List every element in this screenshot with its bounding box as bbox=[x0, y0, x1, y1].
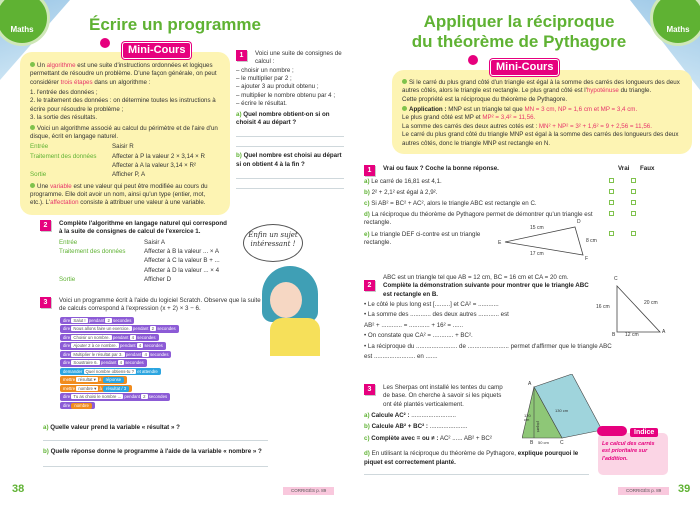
vrai-checkbox[interactable] bbox=[609, 200, 614, 205]
algo-row bbox=[59, 239, 230, 248]
qa: Quel nombre obtient-on si on choisit 4 au départ ? bbox=[236, 110, 330, 126]
step: – multiplier le nombre obtenu par 4 ; bbox=[236, 91, 336, 99]
p1-pre: Si le carré du plus grand côté d'un triangle est égal à la somme des carrés des longueurs des deux autres côtés, alors le triangle est rectangle. Le plus grand côté est l' bbox=[402, 79, 680, 95]
vrai: Vrai bbox=[618, 165, 630, 172]
qc-t: AC² ...... AB² + BC² bbox=[438, 434, 492, 442]
text: Le calcul des carrés est prioritaire sur l'addition. bbox=[602, 441, 655, 462]
indice-box bbox=[598, 429, 668, 475]
algo-value: Affecter à B la valeur ... × A bbox=[144, 248, 220, 256]
mini-cours-box bbox=[20, 52, 230, 215]
title2: du théorème de Pythagore bbox=[411, 31, 627, 51]
statement: c) Si AB² = BC² + AC², alors le triangle ABC est rectangle en C. bbox=[364, 200, 537, 207]
algo-row bbox=[59, 267, 230, 276]
exercise-number: 1 bbox=[236, 50, 247, 61]
step: 1. l'entrée des données ; bbox=[30, 89, 98, 97]
page-number: 39 bbox=[678, 483, 691, 495]
demo-line: • Le côté le plus long est [.........] et CA² = ............ bbox=[364, 301, 499, 309]
true-false-row bbox=[364, 178, 684, 187]
algo-label: Entrée bbox=[59, 238, 78, 246]
algo-row bbox=[30, 171, 220, 180]
num: 3 bbox=[364, 384, 375, 395]
algo-value: Affecter à A la valeur 3,14 × R² bbox=[112, 161, 196, 169]
q: Complète l'algorithme en langage naturel qui correspond à la suite de consignes de calcul de l'exercice 1. bbox=[59, 220, 227, 236]
block-text: Nous allons faire un exercice. bbox=[73, 326, 130, 332]
item-letter: e) bbox=[364, 231, 370, 238]
block-seconds: 2 bbox=[151, 326, 155, 332]
qd-b: explique pourquoi le piquet est correctement planté. bbox=[364, 450, 579, 466]
app2-kw: MP² = 3,4² = 11,56. bbox=[482, 114, 536, 122]
app4: Le carré du plus grand côté du triangle MNP est égal à la somme des carrés des longueurs des deux autres côtés, donc le triangle MNP est rectangle en N. bbox=[402, 131, 679, 147]
scratch-program bbox=[60, 317, 262, 410]
ca: 20 cm bbox=[644, 300, 658, 306]
app1: MNP est un triangle tel que bbox=[446, 106, 525, 114]
algo-row bbox=[59, 257, 230, 266]
demo-line: • On constate que CA² = ............ + BC². bbox=[364, 332, 473, 340]
qa-l: a) bbox=[236, 110, 242, 118]
mini-cours-box bbox=[392, 70, 692, 154]
block-text: Multiplier le résultat par 3. bbox=[73, 351, 123, 357]
maths-badge bbox=[650, 0, 700, 46]
block-seconds: 2 bbox=[143, 394, 146, 400]
C: C bbox=[560, 440, 564, 446]
badge-label: Maths bbox=[10, 25, 34, 34]
demo-line: • La somme des ............ des deux autres ............ est bbox=[364, 311, 509, 319]
vrai-checkbox[interactable] bbox=[609, 189, 614, 194]
faux-checkbox[interactable] bbox=[631, 178, 636, 183]
statement: a) Le carré de 16,81 est 4,1. bbox=[364, 178, 442, 185]
p1-pre: Un bbox=[37, 62, 47, 69]
faux: Faux bbox=[640, 165, 655, 172]
app3-kw: MN² + NP² = 3² + 1,6² = 9 + 2,56 = 11,56. bbox=[538, 122, 652, 130]
intro: Voici une suite de consignes de calcul : bbox=[255, 50, 342, 66]
vrai-checkbox[interactable] bbox=[609, 178, 614, 183]
corriges-link[interactable]: CORRIGÉS p. 89 bbox=[618, 487, 669, 495]
girl-body bbox=[270, 318, 320, 356]
speech-bubble bbox=[243, 224, 303, 262]
algo-label: Sortie bbox=[59, 276, 76, 284]
p1-mid: est une suite d'instructions ordonnées et logiques permettant de résoudre un problème. D'une façon générale, on peut considérer bbox=[30, 62, 217, 86]
girl-face bbox=[270, 282, 302, 318]
item-letter: a) bbox=[364, 178, 370, 185]
p3-kw: variable bbox=[50, 182, 72, 190]
block-text: Ajouter 2 à ce nombre. bbox=[73, 343, 117, 349]
step: 3. la sortie des résultats. bbox=[30, 114, 98, 122]
item-letter: b) bbox=[364, 189, 370, 196]
num: 2 bbox=[40, 220, 51, 231]
qa: Calcule AC² : bbox=[371, 412, 410, 420]
algo-label bbox=[59, 257, 144, 266]
block-text: Salut ! bbox=[73, 317, 86, 323]
algo-value: Affecter à P la valeur 2 × 3,14 × R bbox=[112, 152, 205, 160]
p1-kw2: trois étapes bbox=[60, 78, 93, 86]
qd-l: d) bbox=[364, 450, 370, 458]
step: – écrire le résultat. bbox=[236, 100, 287, 108]
right-page bbox=[350, 0, 700, 507]
page-title bbox=[395, 12, 643, 51]
algo-label: Traitement des données bbox=[59, 248, 126, 256]
qb-l: b) bbox=[364, 423, 370, 431]
algo-value: Saisir R bbox=[112, 143, 134, 151]
scratch-set-block: mettre nombre ▾ à résultat / 3 bbox=[60, 385, 132, 393]
q: Complète la démonstration suivante pour montrer que le triangle ABC est rectangle en B. bbox=[383, 282, 589, 298]
ab: 12 cm bbox=[625, 332, 639, 338]
p1-kw: algorithme bbox=[46, 62, 76, 69]
title1: Appliquer la réciproque bbox=[423, 12, 615, 31]
algo-row bbox=[59, 248, 230, 257]
block-text: Choisir un nombre. bbox=[73, 334, 110, 340]
faux-checkbox[interactable] bbox=[631, 200, 636, 205]
scratch-say-block: dire Tu as choisi le nombre ... pendant 2 secondes bbox=[60, 393, 170, 401]
vrai-checkbox[interactable] bbox=[609, 231, 614, 236]
demo-line: est ........................ en ....... bbox=[364, 352, 438, 360]
block-seconds: 4 bbox=[138, 343, 142, 349]
C: C bbox=[614, 276, 618, 282]
qc-l: c) bbox=[364, 434, 370, 442]
q: Voici un programme écrit à l'aide du logiciel Scratch. Observe que la suite de calculs correspond à l'expression (x + 2) × 3 − 6. bbox=[59, 297, 261, 313]
bc: 16 cm bbox=[596, 304, 610, 310]
statement: b) 2² + 2,1² est égal à 2,9². bbox=[364, 189, 438, 196]
algo-label bbox=[30, 162, 112, 171]
algo-label: Entrée bbox=[30, 143, 49, 151]
qb: Quel nombre est choisi au départ si on obtient 4 à la fin ? bbox=[236, 152, 342, 168]
algo-label bbox=[59, 267, 144, 276]
qb-l: b) bbox=[43, 448, 49, 456]
demo-line: AB² + ............ = ............ + 16² = ...... bbox=[364, 321, 464, 329]
ef: 17 cm bbox=[530, 251, 544, 257]
block-seconds: 2 bbox=[107, 317, 110, 323]
scratch-say-block: dire Soustraire 6. pendant 4 secondes bbox=[60, 359, 147, 367]
algo-row bbox=[30, 143, 220, 152]
block-var: nombre ▾ bbox=[78, 385, 97, 391]
algo-value: Saisir A bbox=[144, 238, 165, 246]
scratch-say-block: dire Choisir un nombre. pendant 4 secondes bbox=[60, 334, 159, 342]
df: 8 cm bbox=[586, 238, 597, 244]
block-var: résultat ▾ bbox=[78, 377, 96, 383]
algo-value: Afficher P, A bbox=[112, 171, 146, 179]
step: – choisir un nombre ; bbox=[236, 66, 294, 74]
A: A bbox=[662, 329, 666, 335]
title: Indice bbox=[630, 428, 658, 437]
block-text: Quel nombre obtiens-tu ? bbox=[85, 368, 135, 374]
maths-badge bbox=[0, 0, 50, 46]
algo-value: Affecter à C la valeur B + ... bbox=[144, 257, 220, 265]
scratch-say-block: dire Salut ! pendant 2 secondes bbox=[60, 317, 134, 325]
mini-cours-label: Mini-Cours bbox=[122, 42, 191, 59]
pushpin-icon bbox=[468, 55, 478, 65]
algo-value: Affecter à D la valeur ... × 4 bbox=[144, 266, 220, 274]
faux-checkbox[interactable] bbox=[631, 211, 636, 216]
algo-label: Sortie bbox=[30, 171, 47, 179]
qb-l: b) bbox=[236, 152, 242, 160]
num: 2 bbox=[364, 280, 375, 291]
step: – ajouter 3 au produit obtenu ; bbox=[236, 83, 319, 91]
app2: Le plus grand côté est MP et bbox=[402, 114, 483, 122]
faux-checkbox[interactable] bbox=[631, 231, 636, 236]
vrai-checkbox[interactable] bbox=[609, 211, 614, 216]
app1-kw: MN = 3 cm, NP = 1,6 cm et MP = 3,4 cm. bbox=[524, 106, 638, 114]
triangle-def-figure bbox=[495, 222, 595, 267]
true-false-row bbox=[364, 189, 684, 198]
exercise-3: 3 Les Sherpas ont installé les tentes du camp de base. On cherche à savoir si les piquets ont été plantés verticalement. a) Calcule AC² : .......................... b) Calcule AB² + BC² : ...................... c) Complète avec = ou ≠ : AC² ...... AB² + BC² d) En utilisant la réciproque du théorème de Pythagore, explique pourquoi le piquet est correctement planté. bbox=[364, 384, 592, 475]
algo-row bbox=[30, 162, 220, 171]
item-letter: d) bbox=[364, 211, 370, 218]
p3-mid: est une valeur qui peut être modifiée au cours du programme. Elle doit avoir un nom, ainsi qu'un type (entier, mot, etc.). L' bbox=[30, 182, 208, 207]
num: 3 bbox=[40, 297, 51, 308]
p1-end: dans un algorithme : bbox=[92, 78, 151, 86]
qc: Complète avec = ou ≠ : bbox=[371, 434, 439, 442]
intro: Les Sherpas ont installé les tentes du camp de base. On cherche à savoir si les piquets ont été plantés verticalement. bbox=[383, 384, 503, 408]
page-title: Écrire un programme bbox=[89, 15, 261, 34]
step: 2. le traitement des données : on détermine toutes les instructions à écrire pour résoudre le problème ; bbox=[30, 97, 216, 113]
corriges-link[interactable]: CORRIGÉS p. 89 bbox=[283, 487, 334, 495]
block-seconds: 4 bbox=[119, 360, 123, 366]
A: A bbox=[528, 381, 532, 387]
F: F bbox=[585, 256, 589, 262]
q: Vrai ou faux ? Coche la bonne réponse. bbox=[383, 165, 499, 172]
app3: La somme des carrés des deux autres cotés est : bbox=[402, 122, 539, 130]
block-seconds: 4 bbox=[144, 351, 147, 357]
ab: 120 cm bbox=[524, 413, 531, 423]
p2: Voici un algorithme associé au calcul du périmètre et de l'aire d'un disque, écrit en langage naturel. bbox=[30, 124, 218, 140]
block-var: nombre bbox=[71, 403, 92, 409]
true-false-row bbox=[364, 200, 684, 209]
block-value: résultat / 3 bbox=[103, 386, 129, 392]
qd: En utilisant la réciproque du théorème de Pythagore, bbox=[369, 450, 518, 458]
algo-label: Traitement des données bbox=[30, 152, 97, 160]
item-letter: c) bbox=[364, 200, 370, 207]
p1b: Cette propriété est la réciproque du théorème de Pythagore. bbox=[402, 95, 568, 103]
exercise-3 bbox=[40, 297, 262, 410]
intro: ABC est un triangle tel que AB = 12 cm, BC = 16 cm et CA = 20 cm. bbox=[383, 274, 569, 281]
qa-l: a) bbox=[43, 424, 49, 431]
exercise-2 bbox=[40, 220, 230, 286]
step: – le multiplier par 2 ; bbox=[236, 75, 292, 83]
mini-cours-label: Mini-Cours bbox=[490, 59, 559, 76]
p3-kw2: affectation bbox=[50, 199, 79, 207]
statement: e) Le triangle DEF ci-contre est un triangle rectangle. bbox=[364, 231, 481, 247]
algo-row bbox=[30, 153, 220, 162]
B: B bbox=[612, 332, 616, 338]
D: D bbox=[577, 219, 581, 225]
ac: 130 cm bbox=[555, 408, 569, 413]
scratch-set-block: mettre résultat ▾ à réponse bbox=[60, 376, 127, 384]
block-text: Tu as choisi le nombre ... bbox=[73, 394, 122, 400]
demo-line: • La réciproque du ........................ de ........................ permet d'affirmer que le triangle ABC bbox=[364, 342, 612, 350]
qb: Calcule AB² + BC² : bbox=[371, 423, 428, 431]
block-seconds: 4 bbox=[131, 334, 134, 340]
qa-l: a) bbox=[364, 412, 370, 420]
scratch-ask-block: demander Quel nombre obtiens-tu ? et attendre bbox=[60, 368, 161, 376]
app-l: Application : bbox=[409, 106, 447, 114]
speech: Enfin un sujet intéressant ! bbox=[248, 231, 298, 249]
num: 1 bbox=[364, 165, 375, 176]
faux-checkbox[interactable] bbox=[631, 189, 636, 194]
qb: Quelle réponse donne le programme à l'aide de la variable « nombre » ? bbox=[50, 448, 262, 456]
qa: Quelle valeur prend la variable « résultat » ? bbox=[50, 424, 180, 431]
B: B bbox=[530, 440, 534, 446]
p1-end: du triangle. bbox=[618, 87, 652, 95]
exercise-3-questions bbox=[43, 424, 268, 467]
p1-kw: hypoténuse bbox=[586, 87, 619, 95]
piquet: piquet bbox=[536, 421, 542, 433]
de: 15 cm bbox=[530, 225, 544, 231]
pushpin-icon bbox=[100, 38, 110, 48]
scratch-say-block: dire Nous allons faire un exercice. pendant 2 secondes bbox=[60, 325, 179, 333]
badge: Maths bbox=[666, 25, 690, 34]
statement: d) La réciproque du théorème de Pythagore permet de démontrer qu'un triangle est rectangle. bbox=[364, 211, 593, 227]
algo-value: Afficher D bbox=[144, 276, 172, 284]
block-value: réponse bbox=[103, 377, 125, 383]
exercise-1 bbox=[236, 50, 344, 189]
p3-pre: Une bbox=[37, 182, 51, 190]
scratch-say-block: dire nombre bbox=[60, 402, 95, 410]
E: E bbox=[498, 240, 502, 246]
scratch-say-block: dire Multiplier le résultat par 3. pendant 4 secondes bbox=[60, 351, 171, 359]
scratch-say-block: dire Ajouter 2 à ce nombre. pendant 4 secondes bbox=[60, 342, 166, 350]
block-text: Soustraire 6. bbox=[73, 360, 98, 366]
p3-end: consiste à attribuer une valeur à une variable. bbox=[78, 199, 206, 207]
algo-row bbox=[59, 276, 230, 285]
sunglasses-icon bbox=[597, 426, 627, 436]
page-number: 38 bbox=[12, 483, 25, 495]
bc: 50 cm bbox=[538, 440, 549, 445]
